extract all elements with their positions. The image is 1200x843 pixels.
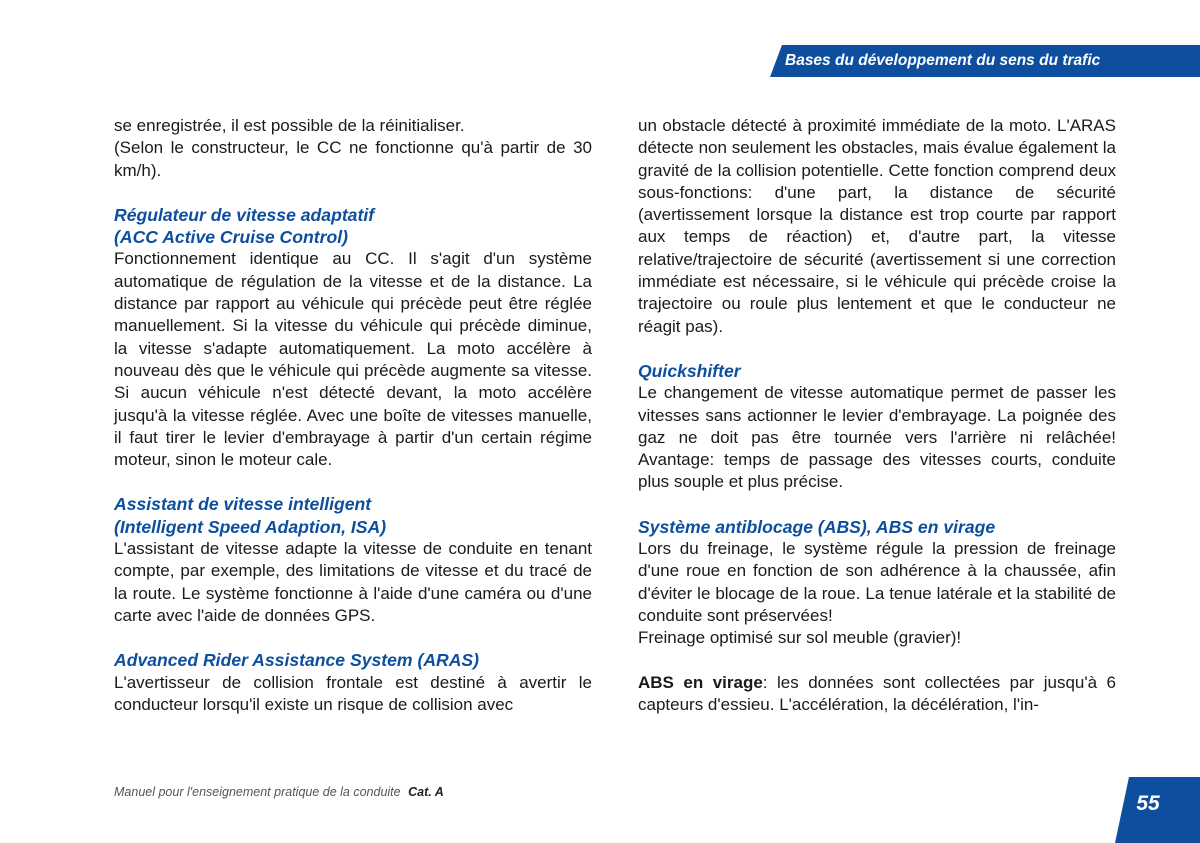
quickshifter-body: Le changement de vitesse automatique permet de passer les vitesses sans actionner le levier d'embrayage. La poignée des gaz ne doit pas être tournée vers l'arrière ni relâchée! Avantage: temps de passage des vitesses courts, conduite plus souple et plus précise. (638, 383, 1116, 492)
abs-body-line-1: Lors du freinage, le système régule la pression de freinage d'une roue en fonction de son adhérence à la chaussée, afin d'éviter le blocage de la roue. La tenue latérale et la stabilité de conduite sont préservées! (638, 539, 1116, 625)
abs-virage-text: : les données sont collectées par jusqu'à 6 capteurs d'essieu. L'accélération, la décélération, l'in- (638, 672, 1116, 714)
acc-heading-line-2: (ACC Active Cruise Control) (114, 227, 348, 248)
footer (114, 785, 444, 799)
page-number: 55 (1136, 792, 1160, 815)
acc-heading-line-1: Régulateur de vitesse adaptatif (114, 204, 375, 225)
left-column (114, 115, 592, 716)
isa-heading-line-2: (Intelligent Speed Adaption, ISA) (114, 516, 387, 537)
aras-body-continued: un obstacle détecté à proximité immédiate de la moto. L'ARAS détecte non seulement les obstacles, mais évalue également la gravité de la collision potentielle. Cette fonction comprend deux sous-fonctions: d'une part, la distance de sécurité (avertissement lorsque la distance est trop courte par rapport aux temps de réaction) et, d'autre part, la vitesse relative/trajectoire de sécurité (avertissement si une correction immédiate est nécessaire, si le véhicule qui précède croise la trajectoire ou roule plus lentement et que le conducteur ne réagit pas). (638, 116, 1116, 336)
footer-manual-title: Manuel pour l'enseignement pratique de la conduite (114, 785, 401, 799)
footer-category: Cat. A (408, 785, 444, 799)
isa-heading-line-1: Assistant de vitesse intelligent (114, 494, 372, 515)
isa-body: L'assistant de vitesse adapte la vitesse de conduite en tenant compte, par exemple, des limitations de vitesse et du tracé de la route. Le système fonctionne à l'aide d'une caméra ou d'une carte avec l'aide de données GPS. (114, 539, 592, 625)
section-title: Bases du développement du sens du trafic (785, 52, 1101, 69)
right-column (638, 115, 1116, 716)
aras-heading: Advanced Rider Assistance System (ARAS) (114, 650, 480, 671)
abs-virage-label: ABS en virage (638, 672, 763, 692)
aras-body: L'avertisseur de collision frontale est destiné à avertir le conducteur lorsqu'il existe un risque de collision avec (114, 672, 592, 714)
acc-body: Fonctionnement identique au CC. Il s'agit d'un système automatique de régulation de la vitesse et de la distance. La distance par rapport au véhicule qui précède peut être réglée manuellement. Si la vitesse du véhicule qui précède diminue, la vitesse s'adapte automatiquement. La moto accélère à nouveau dès que le véhicule qui précède augmente sa vitesse. Si aucun véhicule n'est détecté devant, la moto accélère jusqu'à la vitesse réglée. Avec une boîte de vitesses manuelle, il faut tirer le levier d'embrayage à partir d'un certain régime moteur, sinon le moteur cale. (114, 249, 592, 470)
abs-body-line-2: Freinage optimisé sur sol meuble (gravier)! (638, 628, 962, 648)
intro-line-1: se enregistrée, il est possible de la réinitialiser. (114, 116, 465, 135)
abs-heading: Système antiblocage (ABS), ABS en virage (638, 516, 996, 537)
quickshifter-heading: Quickshifter (638, 360, 741, 381)
intro-line-2: (Selon le constructeur, le CC ne fonctionne qu'à partir de 30 km/h). (114, 138, 592, 180)
abs-virage-paragraph (638, 672, 1116, 717)
